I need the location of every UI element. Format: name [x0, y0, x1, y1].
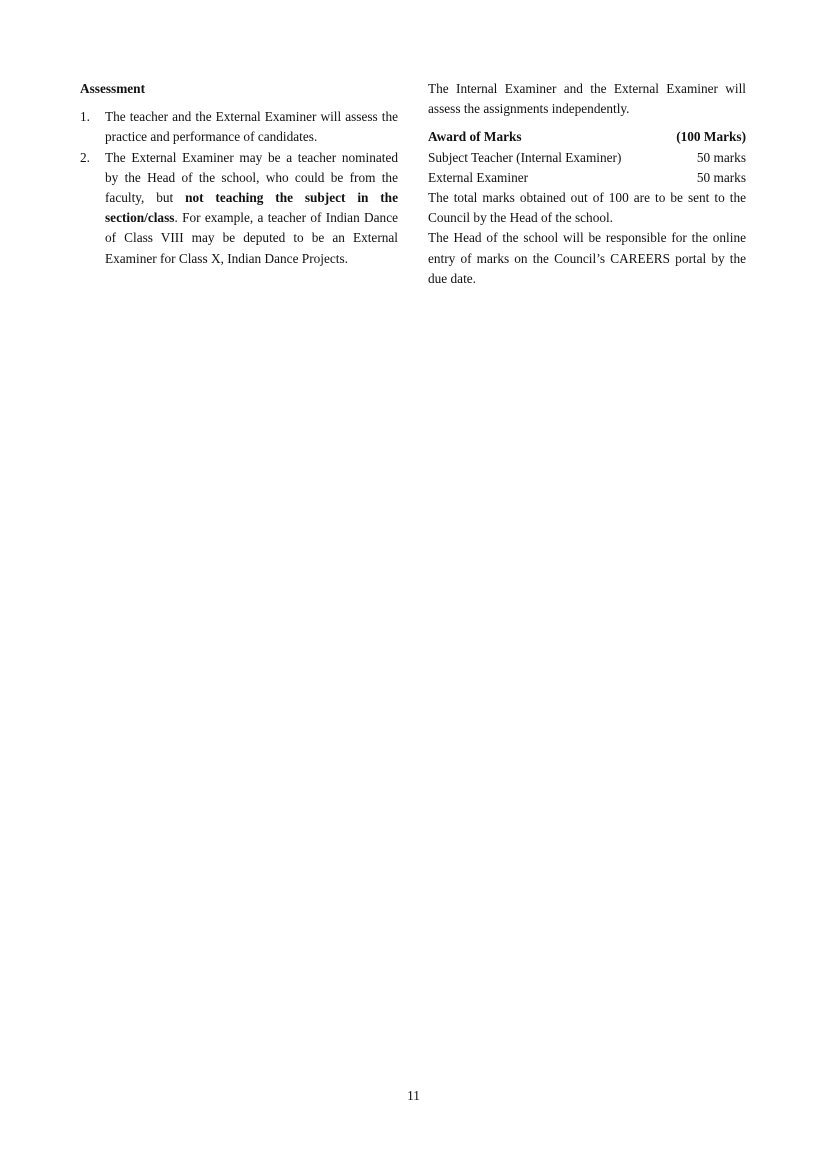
assessment-list: [80, 107, 398, 269]
marks-row-internal: [428, 148, 746, 168]
assessment-item-2: [80, 148, 398, 269]
marks-row-external-value: 50 marks: [696, 169, 746, 185]
intro-paragraph: The Internal Examiner and the External Examiner will assess the assignments independently.: [428, 81, 746, 117]
assessment-item-1-number: 1.: [80, 109, 90, 125]
award-of-marks-heading: Award of Marks: [428, 129, 522, 145]
assessment-item-2-text-before: The External Examiner may be a teacher nominated by the Head of the school, who could be from the faculty, but: [105, 149, 398, 206]
assessment-heading: Assessment: [80, 81, 146, 96]
marks-row-external-label: External Examiner: [428, 169, 529, 185]
assessment-item-2-text-bold: not teaching the subject in the section/class: [105, 190, 398, 226]
assessment-item-1-text: The teacher and the External Examiner will assess the practice and performance of candidates.: [105, 109, 398, 145]
right-column: [428, 79, 746, 289]
assessment-item-1: [80, 107, 398, 147]
marks-row-external: [428, 168, 746, 188]
page-number: 11: [407, 1088, 420, 1103]
spacer: [428, 119, 746, 127]
head-responsibility-note: The Head of the school will be responsible for the online entry of marks on the Council’s CAREERS portal by the due date.: [428, 230, 746, 286]
marks-row-internal-label: Subject Teacher (Internal Examiner): [428, 149, 622, 165]
assessment-item-2-number: 2.: [80, 149, 90, 165]
award-of-marks-total: (100 Marks): [676, 129, 746, 145]
marks-row-internal-value: 50 marks: [696, 149, 746, 165]
assessment-item-2-text-after: . For example, a teacher of Indian Dance of Class VIII may be deputed to be an External Examiner for Class X, Indian Dance Projects.: [105, 210, 398, 266]
award-of-marks-heading-row: [428, 127, 746, 147]
total-marks-note: The total marks obtained out of 100 are to be sent to the Council by the Head of the school.: [428, 190, 746, 226]
left-column: [80, 79, 398, 269]
